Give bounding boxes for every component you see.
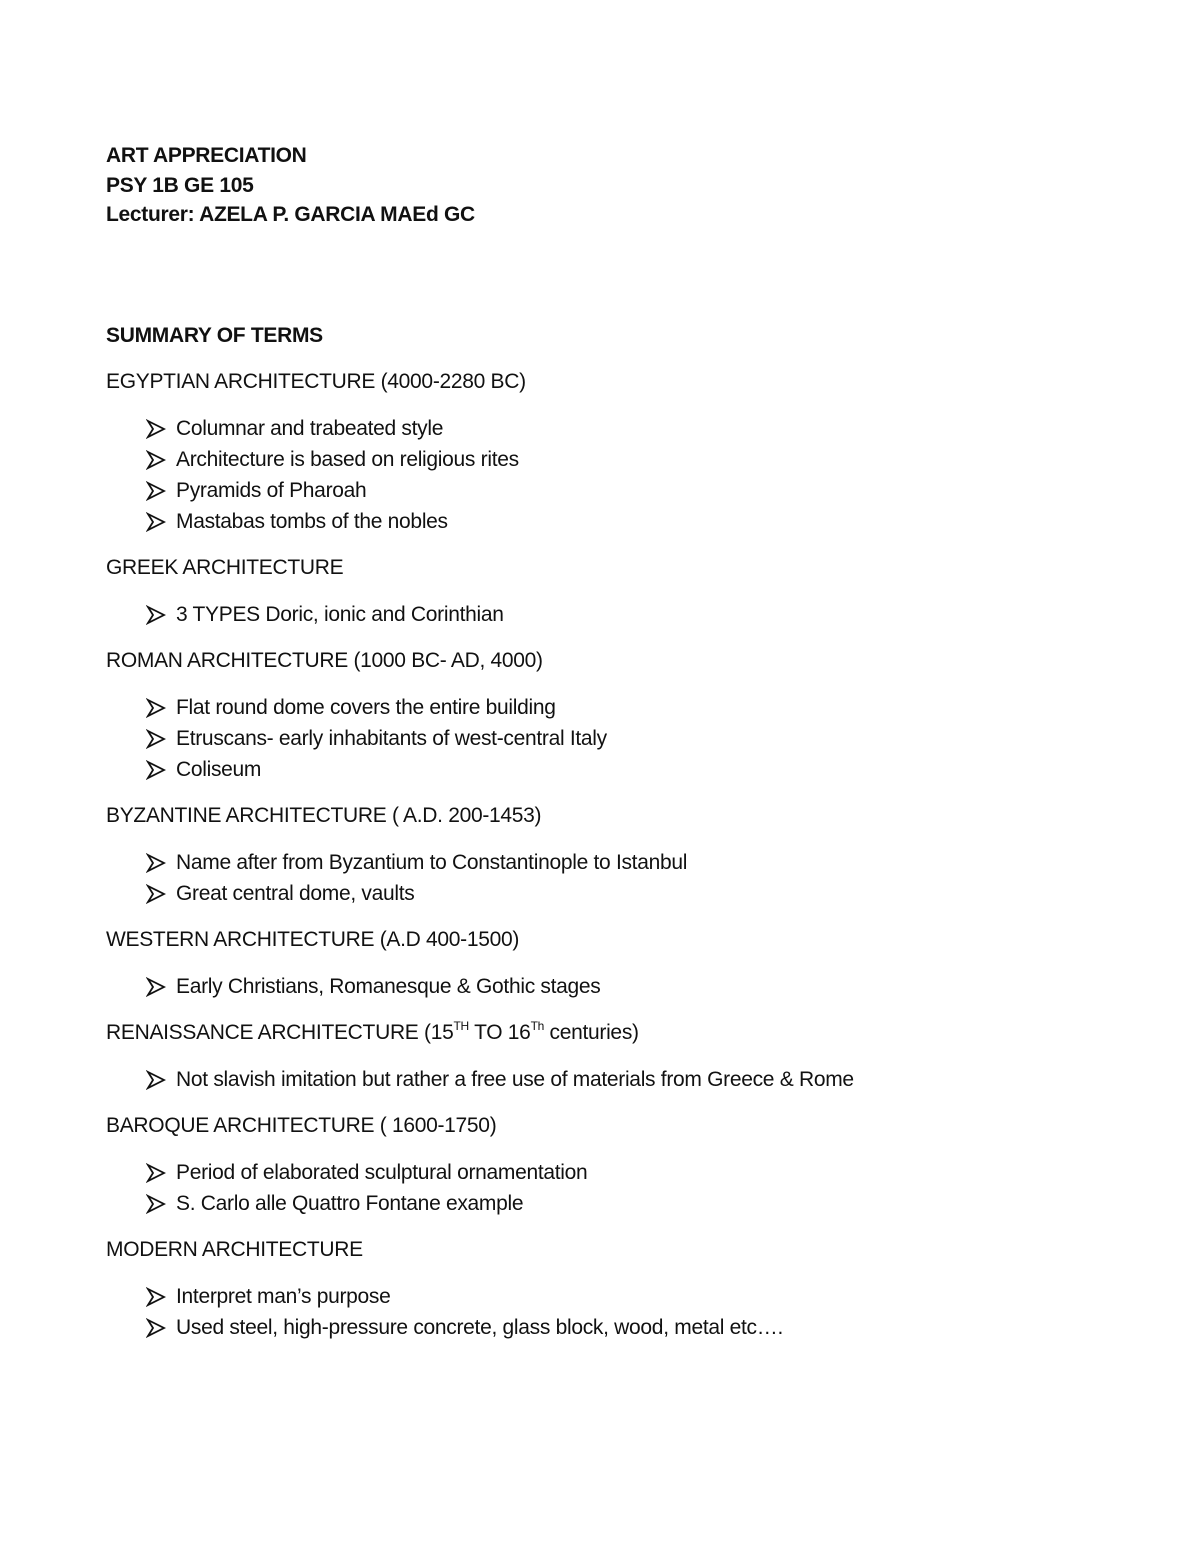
- summary-heading: SUMMARY OF TERMS: [106, 323, 323, 347]
- section-title-greek: GREEK ARCHITECTURE: [106, 555, 344, 579]
- document-page: [106, 141, 1106, 1343]
- arrow-bullet-icon: [146, 977, 166, 997]
- arrow-bullet-icon: [146, 698, 166, 718]
- course-code: PSY 1B GE 105: [106, 173, 254, 197]
- section-title-baroque: BAROQUE ARCHITECTURE ( 1600-1750): [106, 1113, 497, 1137]
- arrow-bullet-icon: [146, 729, 166, 749]
- arrow-bullet-icon: [146, 605, 166, 625]
- lecturer-line: Lecturer: AZELA P. GARCIA MAEd GC: [106, 203, 475, 226]
- arrow-bullet-icon: [146, 760, 166, 780]
- bullet-list-baroque: [106, 1157, 1106, 1219]
- arrow-bullet-icon: [146, 1194, 166, 1214]
- arrow-bullet-icon: [146, 419, 166, 439]
- arrow-bullet-icon: [146, 450, 166, 470]
- list-item: Not slavish imitation but rather a free use of materials from Greece & Rome: [106, 1064, 1106, 1095]
- bullet-list-western: [106, 971, 1106, 1002]
- list-item: Great central dome, vaults: [106, 878, 1106, 909]
- bullet-list-modern: [106, 1281, 1106, 1343]
- list-item: 3 TYPES Doric, ionic and Corinthian: [106, 599, 1106, 630]
- section-title-modern: MODERN ARCHITECTURE: [106, 1237, 363, 1261]
- section-title-byzantine: BYZANTINE ARCHITECTURE ( A.D. 200-1453): [106, 803, 542, 827]
- arrow-bullet-icon: [146, 884, 166, 904]
- bullet-list-byzantine: [106, 847, 1106, 909]
- section-title-egyptian: EGYPTIAN ARCHITECTURE (4000-2280 BC): [106, 369, 526, 393]
- list-item: S. Carlo alle Quattro Fontane example: [106, 1188, 1106, 1219]
- list-item: Mastabas tombs of the nobles: [106, 506, 1106, 537]
- arrow-bullet-icon: [146, 853, 166, 873]
- list-item: Name after from Byzantium to Constantinople to Istanbul: [106, 847, 1106, 878]
- section-title-western: WESTERN ARCHITECTURE (A.D 400-1500): [106, 927, 520, 951]
- list-item: Flat round dome covers the entire building: [106, 692, 1106, 723]
- bullet-list-renaissance: [106, 1064, 1106, 1095]
- list-item: Pyramids of Pharoah: [106, 475, 1106, 506]
- arrow-bullet-icon: [146, 1318, 166, 1338]
- list-item: Interpret man’s purpose: [106, 1281, 1106, 1312]
- arrow-bullet-icon: [146, 1163, 166, 1183]
- list-item: Coliseum: [106, 754, 1106, 785]
- list-item: Architecture is based on religious rites: [106, 444, 1106, 475]
- list-item: Etruscans- early inhabitants of west-central Italy: [106, 723, 1106, 754]
- list-item: Used steel, high-pressure concrete, glass block, wood, metal etc….: [106, 1312, 1106, 1343]
- section-title-roman: ROMAN ARCHITECTURE (1000 BC- AD, 4000): [106, 648, 543, 672]
- list-item: Period of elaborated sculptural ornamentation: [106, 1157, 1106, 1188]
- bullet-list-greek: [106, 599, 1106, 630]
- list-item: Early Christians, Romanesque & Gothic stages: [106, 971, 1106, 1002]
- arrow-bullet-icon: [146, 512, 166, 532]
- bullet-list-roman: [106, 692, 1106, 785]
- section-title-renaissance: RENAISSANCE ARCHITECTURE (15TH TO 16Th centuries): [106, 1018, 639, 1044]
- arrow-bullet-icon: [146, 1070, 166, 1090]
- list-item: Columnar and trabeated style: [106, 413, 1106, 444]
- arrow-bullet-icon: [146, 1287, 166, 1307]
- bullet-list-egyptian: [106, 413, 1106, 537]
- arrow-bullet-icon: [146, 481, 166, 501]
- course-title: ART APPRECIATION: [106, 144, 307, 167]
